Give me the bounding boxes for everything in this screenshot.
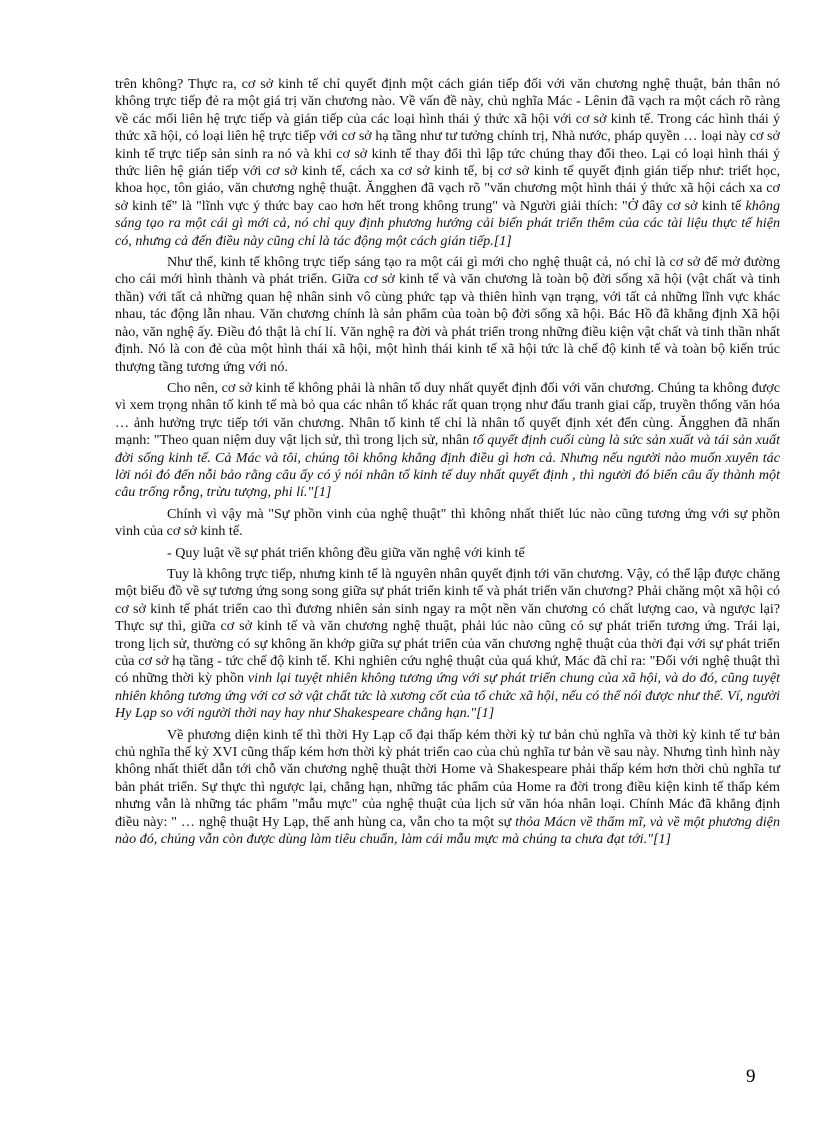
paragraph [115,566,780,723]
paragraph [115,254,780,376]
text-run: Tuy là không trực tiếp, nhưng kinh tế là nguyên nhân quyết định tới văn chương. Vậy, có thể lập được chăng một biểu đồ về sự tương ứng song song giữa sự phát triển kinh tế và phát triển văn chương? Phải chăng một xã hội có cơ sở kinh tế phát triển cao thì đương nhiên sản sinh ngay ra một nền văn chương có chất lượng cao, và ngược lại? Thực sự thì, giữa cơ sở kinh tế và văn chương nghệ thuật, phải lúc nào cũng có sự phát triển tương ứng. Trái lại, trong lịch sử, thường có sự không ăn khớp giữa sự phát triển của văn chương nghệ thuật của thời đại với sự phát triển của cơ sở hạ tầng - tức chế độ kinh tế. Khi nghiên cứu nghệ thuật của quá khứ, Mác đã chỉ ra: "Đối với nghệ thuật thì có những thời kỳ phồn [115,565,780,687]
text-run: Như thế, kinh tế không trực tiếp sáng tạo ra một cái gì mới cho nghệ thuật cả, nó chỉ là cơ sở để mở đường cho cái mới hình thành và phát triển. Giữa cơ sở kinh tế và văn chương là toàn bộ đời sống xã hội (vật chất và tinh thần) với tất cả những quan hệ nhân sinh vô cùng phức tạp và thiên hình vạn trạng, với tất cả những lĩnh vực khác nhau, tác động lẫn nhau. Văn chương chính là sản phẩm của toàn bộ đời sống xã hội. Bác Hồ đã khẳng định Xã hội nào, văn nghệ ấy. Điều đó thật là chí lí. Văn nghệ ra đời và phát triển trong những điều kiện vật chất và tinh thần nhất định. Nó là con đẻ của một hình thái xã hội, một hình thái kinh tế xã hội tức là chế độ kinh tế và toàn bộ kiến trúc thượng tầng tương ứng với nó. [115,254,780,375]
document-body [115,76,780,852]
paragraph [115,506,780,541]
text-run: - Quy luật về sự phát triển không đều giữa văn nghệ với kinh tế [167,544,525,561]
quote-italic-run: tố quyết định cuối cùng là sức sản xuất và tái sản xuất đời sống kinh tế. Cả Mác và tôi, chúng tôi không khẳng định điều gì hơn cả. Nhưng nếu người nào muốn xuyên tác lời nói đó đến nỗi bảo rằng câu ấy có ý nói nhân tố kinh tế duy nhất quyết định , thì người đó biến câu ấy thành một câu trống rỗng, trừu tượng, phi lí."[1] [115,432,780,501]
paragraph [115,76,780,250]
text-run: Về phương diện kinh tế thì thời Hy Lạp cổ đại thấp kém thời kỳ tư bản chủ nghĩa và thời kỳ kinh tế tư bản chủ nghĩa thế kỷ XVI cũng thấp kém hơn thời kỳ phát triển cao của chủ nghĩa tư bản về sau này. Nhưng tình hình này không nhất thiết dẫn tới chỗ văn chương nghệ thuật thời Home và Shakespeare phải thấp kém hơn thời chủ nghĩa tư bản phát triển. Sự thực thì ngược lại, chẳng hạn, những tác phẩm của Home ra đời trong điều kiện kinh tế thấp kém nhưng vẫn là những tác phẩm "mẫu mực" của nghệ thuật của lịch sử văn hóa nhân loại. Chính Mác đã khẳng định điều này: " … nghệ thuật Hy Lạp, thể anh hùng ca, vẫn cho ta một sự [115,726,780,830]
page-number: 9 [746,1066,756,1087]
text-run: Chính vì vậy mà "Sự phồn vinh của nghệ thuật" thì không nhất thiết lúc nào cũng tương ứng với sự phồn vinh của cơ sở kinh tế. [115,505,780,540]
quote-italic-run: vinh lại tuyệt nhiên không tương ứng với sự phát triển chung của xã hội, và do đó, cũng tuyệt nhiên không tương ứng với cơ sở vật chất tức là xương cốt của tổ chức xã hội, nếu có thể nói được như thế. Ví, người Hy Lạp so với người thời nay hay như Shakespeare chẳng hạn."[1] [115,670,781,722]
text-run: Cho nên, cơ sở kinh tế không phải là nhân tố duy nhất quyết định đối với văn chương. Chúng ta không được vì xem trọng nhân tố kinh tế mà bỏ qua các nhân tố khác rất quan trọng như đấu tranh giai cấp, truyền thống văn hóa … ảnh hưởng trực tiếp tới văn chương. Nhân tố kinh tế chỉ là nhân tố quyết định xét đến cùng. Ăngghen đã nhấn mạnh: "Theo quan niệm duy vật lịch sử, thì trong lịch sử, nhân [115,379,780,449]
bullet-heading [115,545,780,562]
paragraph [115,727,780,849]
text-run: trên không? Thực ra, cơ sở kinh tế chỉ quyết định một cách gián tiếp đối với văn chương nghệ thuật, bản thân nó không trực tiếp đẻ ra một giá trị văn chương nào. Về vấn đề này, chủ nghĩa Mác - Lênin đã vạch ra một cách rõ ràng về các mối liên hệ trực tiếp và gián tiếp của các loại hình thái ý thức xã hội với cơ sở kinh tế. Trong các hình thái ý thức xã hội, có loại liên hệ trực tiếp với cơ sở hạ tầng như tư tưởng chính trị, Nhà nước, pháp quyền … loại này cơ sở kinh tế trực tiếp sản sinh ra nó và khi cơ sở kinh tế thay đổi thì lập tức chúng thay đổi theo. Lại có loại hình thái ý thức liên hệ gián tiếp với cơ sở kinh tế, cách xa cơ sở kinh tế, bị cơ sở kinh tế quyết định gián tiếp như: triết học, khoa học, tôn giáo, văn chương nghệ thuật. Ăngghen đã vạch rõ "văn chương một hình thái ý thức xã hội cách xa cơ sở kinh tế" là "lĩnh vực ý thức bay cao hơn hết trong không trung" và Người giải thích: "Ở đây cơ sở kinh tế [115,76,780,214]
paragraph [115,380,780,502]
quote-italic-run: thỏa Mácn về thẩm mĩ, và về một phương diện nào đó, chúng vẫn còn được dùng làm tiêu chuẩn, làm cái mẫu mực mà chúng ta chưa đạt tới."[1] [115,813,780,848]
quote-italic-run: không sáng tạo ra một cái gì mới cả, nó chỉ quy định phương hướng cải biến phát triển thêm của các tài liệu thực tế hiện có, nhưng cả đến điều này cũng chỉ là tác động một cách gián tiếp.[1] [115,197,780,249]
